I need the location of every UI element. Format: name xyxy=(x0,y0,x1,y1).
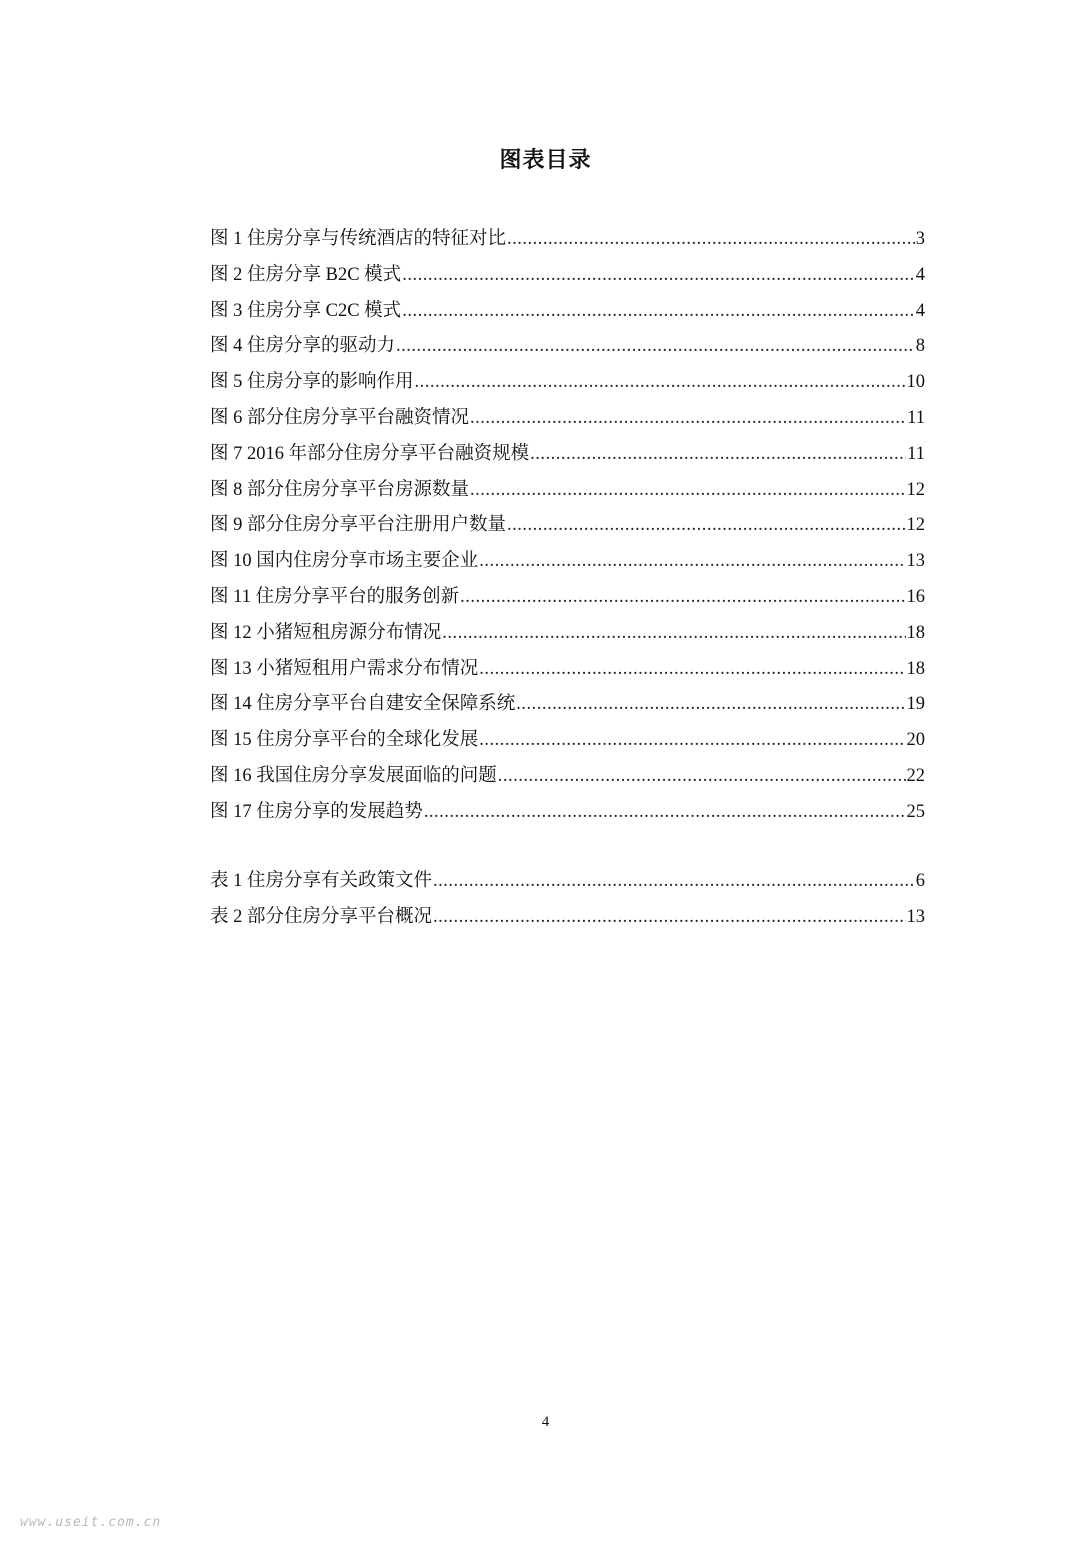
figure-entry[interactable] xyxy=(210,795,925,831)
figure-entry[interactable] xyxy=(210,616,925,652)
table-list xyxy=(210,864,925,936)
figure-entry[interactable] xyxy=(210,723,925,759)
figure-entry-label: 图 1 住房分享与传统酒店的特征对比 xyxy=(210,229,507,249)
table-entry[interactable] xyxy=(210,900,925,936)
figure-entry-page-number: 13 xyxy=(906,551,925,572)
figure-entry[interactable] xyxy=(210,294,925,330)
dot-leader xyxy=(507,222,915,258)
figure-entry-label: 图 17 住房分享的发展趋势 xyxy=(210,801,423,822)
figure-entry-page-number: 25 xyxy=(906,801,925,822)
dot-leader xyxy=(470,401,906,437)
figure-entry-page-number: 3 xyxy=(915,229,925,249)
figure-entry-page-number: 4 xyxy=(915,300,925,321)
dot-leader xyxy=(415,365,906,401)
figure-entry-label: 图 7 2016 年部分住房分享平台融资规模 xyxy=(210,443,530,464)
figure-list xyxy=(210,222,925,831)
dot-leader xyxy=(530,437,906,473)
figure-entry-page-number: 10 xyxy=(906,372,925,393)
figure-entry-page-number: 11 xyxy=(907,443,925,464)
figure-entry[interactable] xyxy=(210,222,925,258)
dot-leader xyxy=(402,258,915,294)
table-entry-label: 表 1 住房分享有关政策文件 xyxy=(210,871,433,891)
figure-entry-page-number: 22 xyxy=(906,765,925,786)
figure-entry-label: 图 6 部分住房分享平台融资情况 xyxy=(210,407,470,428)
table-entry-page-number: 6 xyxy=(915,871,925,891)
figure-entry[interactable] xyxy=(210,473,925,509)
dot-leader xyxy=(470,473,905,509)
figure-entry[interactable] xyxy=(210,759,925,795)
figure-entry-page-number: 20 xyxy=(906,730,925,751)
dot-leader xyxy=(433,864,915,900)
dot-leader xyxy=(460,580,905,616)
figure-entry-label: 图 10 国内住房分享市场主要企业 xyxy=(210,551,479,572)
figure-entry[interactable] xyxy=(210,437,925,473)
figure-entry[interactable] xyxy=(210,329,925,365)
figure-entry[interactable] xyxy=(210,652,925,688)
dot-leader xyxy=(402,294,915,330)
figure-entry-label: 图 14 住房分享平台自建安全保障系统 xyxy=(210,694,516,715)
dot-leader xyxy=(479,723,905,759)
figure-entry-label: 图 11 住房分享平台的服务创新 xyxy=(210,586,460,607)
figure-entry-page-number: 18 xyxy=(906,658,925,679)
figure-entry-label: 图 4 住房分享的驱动力 xyxy=(210,336,396,357)
figure-entry-label: 图 16 我国住房分享发展面临的问题 xyxy=(210,765,497,786)
page-title: 图表目录 xyxy=(499,148,592,173)
figure-entry[interactable] xyxy=(210,258,925,294)
figure-entry-label: 图 9 部分住房分享平台注册用户数量 xyxy=(210,515,507,536)
figure-entry-page-number: 11 xyxy=(907,407,925,428)
table-entry-page-number: 13 xyxy=(906,906,925,927)
figure-entry-label: 图 5 住房分享的影响作用 xyxy=(210,372,414,393)
figure-entry[interactable] xyxy=(210,365,925,401)
figure-entry-label: 图 15 住房分享平台的全球化发展 xyxy=(210,730,479,751)
table-entry-label: 表 2 部分住房分享平台概况 xyxy=(210,906,433,927)
figure-entry[interactable] xyxy=(210,687,925,723)
page-number: 4 xyxy=(541,1414,550,1430)
dot-leader xyxy=(424,795,906,831)
figure-entry[interactable] xyxy=(210,580,925,616)
dot-leader xyxy=(479,652,905,688)
figure-entry[interactable] xyxy=(210,544,925,580)
figure-entry-page-number: 8 xyxy=(915,336,925,357)
figure-entry[interactable] xyxy=(210,508,925,544)
figure-entry-page-number: 16 xyxy=(906,586,925,607)
figure-entry-page-number: 12 xyxy=(906,479,925,500)
figure-entry-label: 图 13 小猪短租用户需求分布情况 xyxy=(210,658,479,679)
dot-leader xyxy=(507,508,905,544)
figure-entry[interactable] xyxy=(210,401,925,437)
figure-entry-label: 图 3 住房分享 C2C 模式 xyxy=(210,300,402,321)
dot-leader xyxy=(433,900,905,936)
figure-entry-label: 图 2 住房分享 B2C 模式 xyxy=(210,264,402,285)
figure-entry-label: 图 8 部分住房分享平台房源数量 xyxy=(210,479,470,500)
table-entry[interactable] xyxy=(210,864,925,900)
dot-leader xyxy=(498,759,906,795)
figure-entry-page-number: 4 xyxy=(915,264,925,285)
dot-leader xyxy=(479,544,905,580)
figure-entry-page-number: 19 xyxy=(906,694,925,715)
watermark: www.useit.com.cn xyxy=(20,1515,162,1530)
figure-entry-page-number: 12 xyxy=(906,515,925,536)
figure-entry-page-number: 18 xyxy=(906,622,925,643)
figure-entry-label: 图 12 小猪短租房源分布情况 xyxy=(210,622,442,643)
dot-leader xyxy=(516,687,905,723)
dot-leader xyxy=(396,329,915,365)
dot-leader xyxy=(442,616,905,652)
